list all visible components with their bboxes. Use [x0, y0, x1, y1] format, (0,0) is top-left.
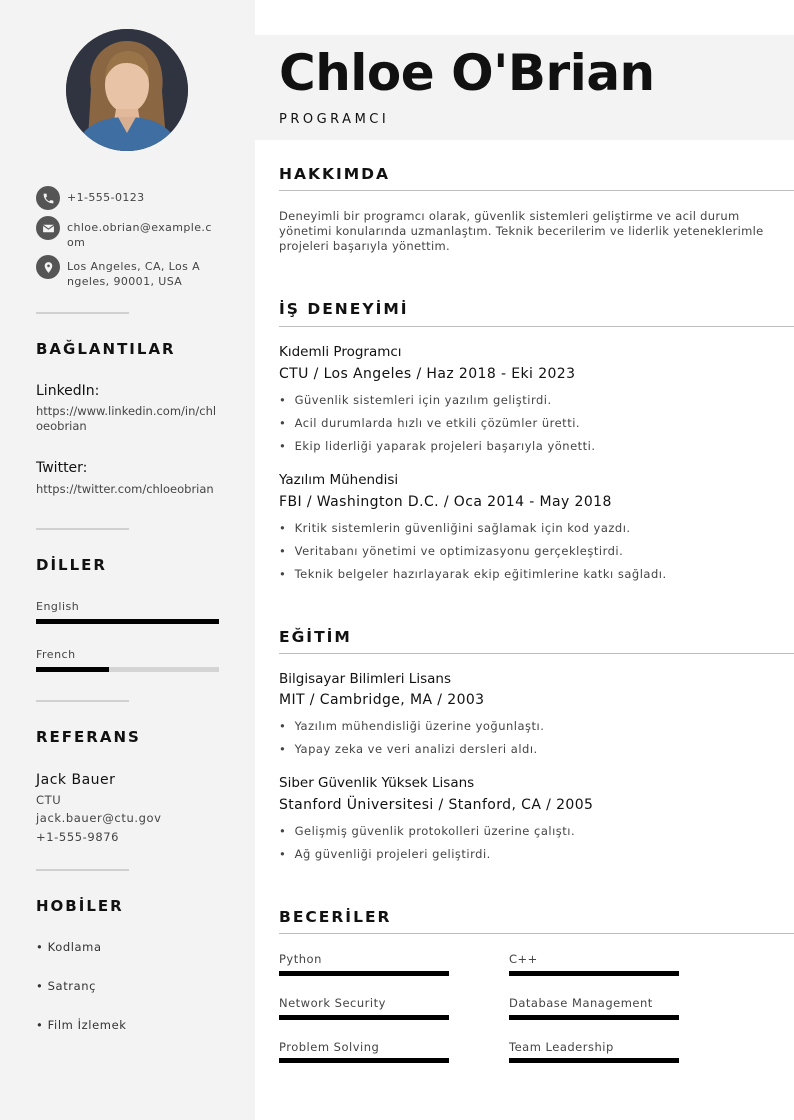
job-bullet: • Veritabanı yönetimi ve optimizasyonu gerçekleştirdi.: [279, 544, 624, 558]
phone-icon: [36, 186, 60, 210]
language-level-fill: [36, 667, 109, 672]
skill-name: Database Management: [509, 996, 653, 1010]
skill-name: Team Leadership: [509, 1040, 614, 1054]
address-text: Los Angeles, CA, Los Angeles, 90001, USA: [67, 260, 201, 288]
sidebar-divider: [36, 312, 129, 314]
degree-meta: MIT / Cambridge, MA / 2003: [279, 692, 485, 708]
section-rule: [279, 653, 794, 654]
twitter-label: Twitter:: [36, 460, 88, 476]
job-meta: CTU / Los Angeles / Haz 2018 - Eki 2023: [279, 366, 576, 382]
contact-address: [36, 259, 207, 289]
skill-bar: [279, 1015, 449, 1020]
reference-phone: +1-555-9876: [36, 830, 120, 844]
degree-bullet: • Yazılım mühendisliği üzerine yoğunlaştı.: [279, 719, 545, 733]
skill-bar: [279, 971, 449, 976]
email-text[interactable]: chloe.obrian@example.com: [67, 221, 212, 249]
job-bullet: • Güvenlik sistemleri için yazılım geliştirdi.: [279, 393, 552, 407]
profile-photo: [66, 29, 188, 151]
degree-bullet: • Yapay zeka ve veri analizi dersleri aldı.: [279, 742, 538, 756]
map-pin-icon: [36, 255, 60, 279]
section-rule: [279, 190, 794, 191]
linkedin-label: LinkedIn:: [36, 383, 100, 399]
skill-name: Problem Solving: [279, 1040, 380, 1054]
skill-name: Python: [279, 952, 322, 966]
hobby-item: • Film İzlemek: [36, 1018, 127, 1032]
job-role: Yazılım Mühendisi: [279, 472, 399, 488]
language-level-bar: [36, 619, 219, 624]
skill-bar: [509, 971, 679, 976]
language-name: English: [36, 600, 80, 613]
degree-title: Siber Güvenlik Yüksek Lisans: [279, 775, 475, 791]
reference-email[interactable]: jack.bauer@ctu.gov: [36, 811, 162, 825]
about-text: Deneyimli bir programcı olarak, güvenlik sistemleri geliştirme ve acil durum yönetimi konularında uzmanlaştım. Teknik becerilerim ve liderlik yeteneklerimle projeleri başarıyla yönettim.: [279, 209, 764, 253]
languages-heading: DİLLER: [36, 556, 107, 574]
hobby-item: • Kodlama: [36, 940, 102, 954]
envelope-icon: [36, 216, 60, 240]
skill-bar: [279, 1058, 449, 1063]
linkedin-link[interactable]: https://www.linkedin.com/in/chloeobrian: [36, 404, 217, 433]
language-level-fill: [36, 619, 219, 624]
about-heading: HAKKIMDA: [279, 165, 391, 183]
job-meta: FBI / Washington D.C. / Oca 2014 - May 2018: [279, 494, 612, 510]
degree-bullet: • Ağ güvenliği projeleri geliştirdi.: [279, 847, 491, 861]
sidebar-divider: [36, 528, 129, 530]
contact-email[interactable]: [36, 220, 217, 250]
reference-name: Jack Bauer: [36, 772, 116, 788]
sidebar-divider: [36, 700, 129, 702]
experience-heading: İŞ DENEYİMİ: [279, 300, 409, 318]
job-role: Kıdemli Programcı: [279, 344, 402, 360]
language-level-bar: [36, 667, 219, 672]
hobby-label: Film İzlemek: [47, 1018, 127, 1032]
degree-title: Bilgisayar Bilimleri Lisans: [279, 671, 451, 687]
hobby-item: • Satranç: [36, 979, 97, 993]
degree-bullet: • Gelişmiş güvenlik protokolleri üzerine çalıştı.: [279, 824, 576, 838]
section-rule: [279, 933, 794, 934]
job-bullet: • Kritik sistemlerin güvenliğini sağlamak için kod yazdı.: [279, 521, 631, 535]
full-name: Chloe O'Brian: [279, 44, 655, 102]
job-bullet: • Ekip liderliği yaparak projeleri başarıyla yönetti.: [279, 439, 596, 453]
skills-heading: BECERİLER: [279, 908, 392, 926]
skill-name: C++: [509, 952, 538, 966]
skill-bar: [509, 1015, 679, 1020]
twitter-link[interactable]: https://twitter.com/chloeobrian: [36, 482, 214, 496]
skill-name: Network Security: [279, 996, 386, 1010]
sidebar-divider: [36, 869, 129, 871]
job-title: PROGRAMCI: [279, 112, 390, 127]
hobby-label: Kodlama: [47, 940, 102, 954]
sidebar: [0, 0, 255, 1120]
job-bullet: • Teknik belgeler hazırlayarak ekip eğitimlerine katkı sağladı.: [279, 567, 667, 581]
contact-phone: [36, 190, 217, 210]
hobbies-heading: HOBİLER: [36, 897, 124, 915]
skill-bar: [509, 1058, 679, 1063]
reference-company: CTU: [36, 793, 62, 807]
degree-meta: Stanford Üniversitesi / Stanford, CA / 2005: [279, 797, 594, 813]
references-heading: REFERANS: [36, 728, 141, 746]
section-rule: [279, 326, 794, 327]
education-heading: EĞİTİM: [279, 628, 352, 646]
job-bullet: • Acil durumlarda hızlı ve etkili çözümler üretti.: [279, 416, 581, 430]
language-name: French: [36, 648, 76, 661]
connections-heading: BAĞLANTILAR: [36, 340, 176, 358]
hobby-label: Satranç: [47, 979, 97, 993]
phone-text: +1-555-0123: [67, 191, 145, 204]
